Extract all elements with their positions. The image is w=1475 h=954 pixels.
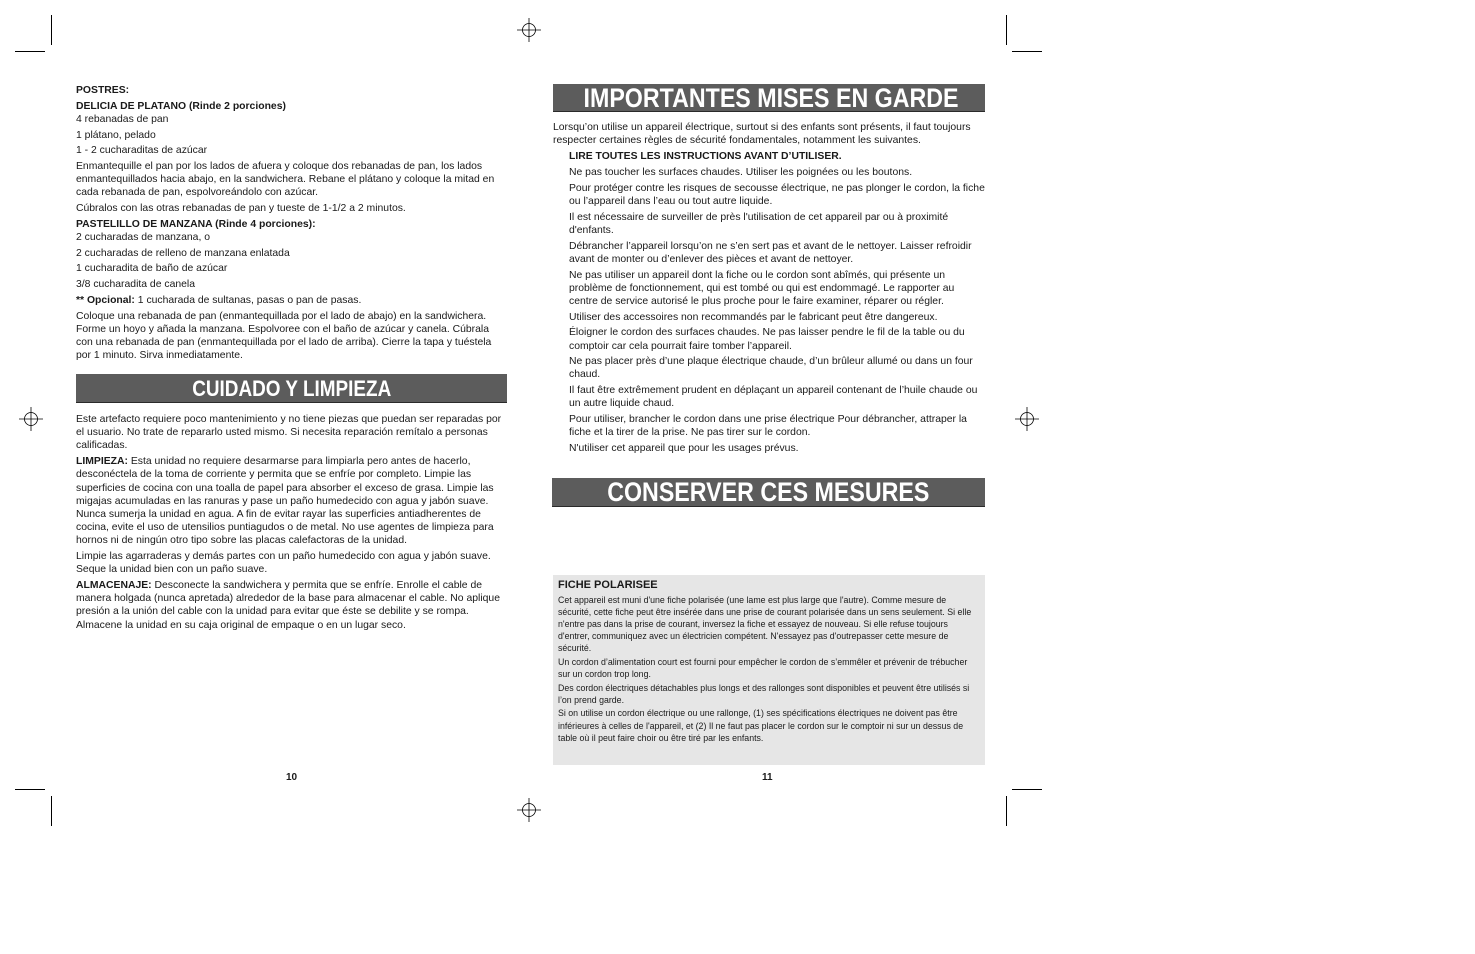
registration-mark-icon [517, 798, 541, 822]
recipe-title: DELICIA DE PLATANO (Rinde 2 porciones) [76, 100, 286, 112]
care-section [76, 413, 508, 634]
safety-banner [553, 84, 985, 112]
recipe-step: Enmantequille el pan por los lados de afuera y coloque dos rebanadas de pan, los lados enmantequillados hacia abajo, en la sandwichera. Rebane el plátano y coloque la mitad en cada rebanada de pan, espolvoreándolo con azúcar. [76, 161, 495, 199]
polarized-plug-box [553, 575, 985, 765]
care-banner-title: CUIDADO Y LIMPIEZA [191, 376, 392, 401]
optional-note [76, 294, 508, 307]
care-intro: Este artefacto requiere poco mantenimiento y no tiene piezas que puedan ser reparadas por el usuario. No trate de repararlo usted mismo. Si necesita reparación remítalo a personas calificadas. [76, 414, 502, 452]
crop-mark [1012, 789, 1042, 790]
safety-intro: Lorsqu’on utilise un appareil électrique, surtout si des enfants sont présents, il faut toujours respecter certaines règles de sécurité fondamentales, notamment les suivantes. [553, 122, 971, 147]
page-number-right: 11 [762, 772, 773, 783]
crop-mark [15, 789, 45, 790]
box-paragraph: Cet appareil est muni d'une fiche polarisée (une lame est plus large que l'autre). Comme mesure de sécurité, cette fiche peut être insérée dans une prise de courant polarisée dans un sens seulement. Si elle n'entre pas dans la prise de courant, inversez la fiche et essayez de nouveau. Si elle refuse toujours d'entrer, communiquez avec un électricien compétent. N'essayez pas d'outrepasser cette mesure de sécurité. [558, 595, 972, 654]
safety-item: Débrancher l’appareil lorsqu’on ne s’en sert pas et avant de le nettoyer. Laisser refroidir avant de monter ou d’enlever des pièces et avant de nettoyer. [569, 240, 972, 265]
ingredient: 2 cucharadas de relleno de manzana enlatada [76, 247, 290, 259]
recipe-step: Coloque una rebanada de pan (enmantequillada por el lado de abajo) en la sandwichera. Forme un hoyo y añada la manzana. Espolvoree con el baño de azúcar y canela. Cúbrala con una rebanada de pan (enmantequillada por el lado de arriba). Cierre la tapa y tuéstela por 1 minuto. Sirva inmediatamente. [76, 310, 492, 362]
care-banner [76, 374, 507, 403]
handles-paragraph: Limpie las agarraderas y demás partes con un paño humedecido con agua y jabón suave. Seque la unidad bien con un paño suave. [76, 551, 491, 576]
section-heading: POSTRES: [76, 85, 130, 96]
safety-item: Utiliser des accessoires non recommandés par le fabricant peut être dangereux. [569, 311, 938, 323]
safety-item: Éloigner le cordon des surfaces chaudes. Ne pas laisser pendre le fil de la table ou du comptoir car cela pourrait faire tomber l’appareil. [569, 327, 965, 352]
safety-item: Pour utiliser, brancher le cordon dans une prise électrique Pour débrancher, attraper la fiche et la tirer de la prise. Ne pas tirer sur le cordon. [569, 414, 967, 439]
crop-mark [51, 796, 52, 826]
conserve-banner [552, 478, 985, 507]
safety-section [553, 121, 985, 458]
page-number-left: 10 [286, 772, 298, 783]
storage-paragraph [76, 579, 508, 632]
ingredient: 1 cucharadita de baño de azúcar [76, 263, 228, 275]
box-title: FICHE POLARISEE [558, 579, 658, 591]
safety-item: Ne pas placer près d’une plaque électrique chaude, d’un brûleur allumé ou dans un four chaud. [569, 356, 973, 381]
ingredient: 1 - 2 cucharaditas de azúcar [76, 145, 208, 157]
safety-item: Il faut être extrêmement prudent en déplaçant un appareil contenant de l’huile chaude ou un autre liquide chaud. [569, 385, 978, 410]
crop-mark [51, 15, 52, 45]
cleaning-paragraph [76, 455, 508, 547]
crop-mark [1006, 15, 1007, 45]
crop-mark [15, 51, 45, 52]
recipe-step: Cúbralos con las otras rebanadas de pan y tueste de 1-1/2 a 2 minutos. [76, 203, 406, 215]
crop-mark [1012, 51, 1042, 52]
conserve-banner-title: CONSERVER CES MESURES [607, 478, 930, 507]
safety-item: N'utiliser cet appareil que pour les usages prévus. [569, 442, 799, 454]
box-paragraph: Si on utilise un cordon électrique ou une rallonge, (1) ses spécifications électriques ne doivent pas être inférieures à celles de l'appareil, et (2) Il ne faut pas placer le cordon sur le comptoir ni sur un dessus de table où il peut faire choir ou être tiré par les enfants. [558, 708, 964, 743]
optional-label: ** Opcional: [76, 294, 135, 306]
box-paragraph: Des cordon électriques détachables plus longs et des rallonges sont disponibles et peuvent être utilisés si l’on prend garde. [558, 682, 970, 705]
ingredient: 1 plátano, pelado [76, 129, 156, 141]
ingredient: 4 rebanadas de pan [76, 113, 169, 125]
registration-mark-icon [19, 407, 43, 431]
storage-label: ALMACENAJE: [76, 579, 152, 591]
optional-text: 1 cucharada de sultanas, pasas o pan de pasas. [134, 294, 362, 306]
recipe-title: PASTELILLO DE MANZANA (Rinde 4 porciones): [76, 218, 316, 230]
box-paragraph: Un cordon d’alimentation court est fourni pour empêcher le cordon de s’emmêler et prévenir de trébucher sur un cordon trop long. [558, 657, 968, 680]
storage-text: Desconecte la sandwichera y permita que se enfríe. Enrolle el cable de manera holgada (nunca apretada) alrededor de la base para almacenar el cable. No aplique presión a la unión del cable con la unidad para evitar que éste se debilite y se rompa. Almacene la unidad en su caja original de empaque o en un lugar seco. [76, 579, 500, 631]
safety-banner-title: IMPORTANTES MISES EN GARDE [583, 84, 959, 112]
registration-mark-icon [1015, 407, 1039, 431]
cleaning-label: LIMPIEZA: [76, 456, 128, 468]
safety-heading: LIRE TOUTES LES INSTRUCTIONS AVANT D’UTILISER. [569, 151, 842, 163]
ingredient: 3/8 cucharadita de canela [76, 279, 196, 291]
safety-item: Ne pas utiliser un appareil dont la fiche ou le cordon sont abîmés, qui présente un problème de fonctionnement, qui est tombé ou qui est endommagé. Le rapporter au centre de service autorisé le plus proche pour le faire examiner, réparer ou régler. [569, 269, 955, 307]
cleaning-text: Esta unidad no requiere desarmarse para limpiarla pero antes de hacerlo, desconéctela de la toma de corriente y permita que se enfríe por completo. Limpie las superficies de cocina con una toalla de papel para absorber el exceso de grasa. Limpie las migajas acumuladas en las ranuras y pase un paño humedecido con agua y jabón suave. Nunca sumerja la unidad en agua. A fin de evitar rayar las superficies antiadherentes de cocina, evite el uso de utensilios puntiagudos o de metal. No use agentes de limpieza para hornos ni de ningún otro tipo sobre las placas calefactoras de la unidad. [76, 456, 494, 547]
safety-item: Il est nécessaire de surveiller de près l'utilisation de cet appareil par ou à proximité d'enfants. [569, 211, 949, 236]
ingredient: 2 cucharadas de manzana, o [76, 232, 211, 244]
safety-item: Pour protéger contre les risques de secousse électrique, ne pas plonger le cordon, la fiche ou l’appareil dans l’eau ou tout autre liquide. [569, 182, 985, 208]
registration-mark-icon [517, 18, 541, 42]
recipe-section [76, 84, 508, 365]
safety-item: Ne pas toucher les surfaces chaudes. Utiliser les poignées ou les boutons. [569, 167, 913, 179]
crop-mark [1006, 796, 1007, 826]
